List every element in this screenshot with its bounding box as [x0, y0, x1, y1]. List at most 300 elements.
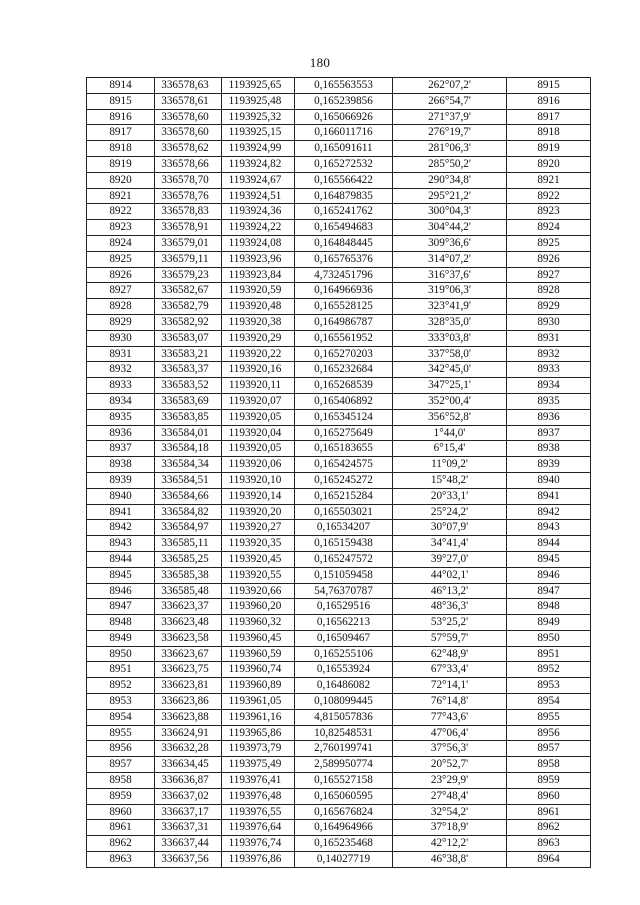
- cell-y-coordinate: 1193920,22: [222, 346, 295, 362]
- cell-direction-angle: 285°50,2': [393, 156, 507, 172]
- cell-distance: 10,82548531: [295, 725, 393, 741]
- cell-distance: 0,165159438: [295, 536, 393, 552]
- cell-x-coordinate: 336578,62: [155, 141, 222, 157]
- cell-point-to: 8927: [507, 267, 591, 283]
- cell-point-to: 8957: [507, 741, 591, 757]
- cell-point-to: 8958: [507, 757, 591, 773]
- cell-y-coordinate: 1193976,41: [222, 773, 295, 789]
- cell-distance: 54,76370787: [295, 583, 393, 599]
- cell-x-coordinate: 336583,37: [155, 362, 222, 378]
- cell-x-coordinate: 336584,01: [155, 425, 222, 441]
- cell-point-to: 8937: [507, 425, 591, 441]
- cell-distance: 0,165215284: [295, 488, 393, 504]
- cell-direction-angle: 77°43,6': [393, 709, 507, 725]
- cell-distance: 0,165247572: [295, 551, 393, 567]
- cell-distance: 0,165676824: [295, 804, 393, 820]
- cell-distance: 0,165503021: [295, 504, 393, 520]
- cell-y-coordinate: 1193925,65: [222, 78, 295, 94]
- cell-distance: 0,165245272: [295, 472, 393, 488]
- cell-point-to: 8945: [507, 551, 591, 567]
- table-row: [87, 362, 591, 378]
- cell-x-coordinate: 336585,25: [155, 551, 222, 567]
- cell-point-from: 8918: [87, 141, 155, 157]
- cell-x-coordinate: 336585,48: [155, 583, 222, 599]
- cell-point-to: 8955: [507, 709, 591, 725]
- cell-direction-angle: 314°07,2': [393, 251, 507, 267]
- cell-distance: 0,16509467: [295, 630, 393, 646]
- cell-point-from: 8942: [87, 520, 155, 536]
- cell-point-from: 8915: [87, 93, 155, 109]
- cell-y-coordinate: 1193925,32: [222, 109, 295, 125]
- cell-direction-angle: 23°29,9': [393, 773, 507, 789]
- cell-y-coordinate: 1193976,86: [222, 852, 295, 868]
- cell-y-coordinate: 1193976,55: [222, 804, 295, 820]
- cell-point-from: 8961: [87, 820, 155, 836]
- cell-point-from: 8924: [87, 235, 155, 251]
- cell-y-coordinate: 1193920,16: [222, 362, 295, 378]
- cell-point-from: 8929: [87, 314, 155, 330]
- cell-point-from: 8959: [87, 788, 155, 804]
- cell-distance: 0,165424575: [295, 457, 393, 473]
- cell-direction-angle: 271°37,9': [393, 109, 507, 125]
- cell-y-coordinate: 1193920,27: [222, 520, 295, 536]
- table-row: [87, 662, 591, 678]
- cell-point-to: 8930: [507, 314, 591, 330]
- cell-point-to: 8940: [507, 472, 591, 488]
- cell-distance: 0,165566422: [295, 172, 393, 188]
- table-row: [87, 409, 591, 425]
- cell-direction-angle: 281°06,3': [393, 141, 507, 157]
- cell-point-to: 8925: [507, 235, 591, 251]
- cell-point-to: 8923: [507, 204, 591, 220]
- cell-direction-angle: 30°07,9': [393, 520, 507, 536]
- cell-point-to: 8953: [507, 678, 591, 694]
- cell-point-from: 8956: [87, 741, 155, 757]
- cell-point-to: 8946: [507, 567, 591, 583]
- page-number: 180: [309, 55, 331, 70]
- cell-point-to: 8932: [507, 346, 591, 362]
- cell-y-coordinate: 1193923,84: [222, 267, 295, 283]
- cell-distance: 2,589950774: [295, 757, 393, 773]
- cell-x-coordinate: 336623,48: [155, 615, 222, 631]
- cell-point-to: 8920: [507, 156, 591, 172]
- cell-x-coordinate: 336579,01: [155, 235, 222, 251]
- cell-y-coordinate: 1193976,74: [222, 836, 295, 852]
- cell-point-to: 8915: [507, 78, 591, 94]
- cell-distance: 0,165270203: [295, 346, 393, 362]
- cell-x-coordinate: 336637,17: [155, 804, 222, 820]
- table-row: [87, 267, 591, 283]
- cell-distance: 0,164848445: [295, 235, 393, 251]
- cell-point-from: 8947: [87, 599, 155, 615]
- cell-x-coordinate: 336584,66: [155, 488, 222, 504]
- table-row: [87, 646, 591, 662]
- cell-y-coordinate: 1193920,04: [222, 425, 295, 441]
- cell-distance: 0,165494683: [295, 220, 393, 236]
- cell-y-coordinate: 1193973,79: [222, 741, 295, 757]
- cell-distance: 0,165241762: [295, 204, 393, 220]
- table-row: [87, 725, 591, 741]
- cell-distance: 0,165239856: [295, 93, 393, 109]
- cell-distance: 0,165561952: [295, 330, 393, 346]
- cell-direction-angle: 37°56,3': [393, 741, 507, 757]
- cell-point-to: 8963: [507, 836, 591, 852]
- cell-point-from: 8937: [87, 441, 155, 457]
- cell-distance: 0,16562213: [295, 615, 393, 631]
- cell-point-from: 8932: [87, 362, 155, 378]
- cell-y-coordinate: 1193960,45: [222, 630, 295, 646]
- cell-point-from: 8953: [87, 694, 155, 710]
- cell-point-to: 8926: [507, 251, 591, 267]
- table-row: [87, 615, 591, 631]
- cell-y-coordinate: 1193920,66: [222, 583, 295, 599]
- cell-direction-angle: 44°02,1': [393, 567, 507, 583]
- cell-point-from: 8945: [87, 567, 155, 583]
- table-row: [87, 109, 591, 125]
- cell-point-to: 8931: [507, 330, 591, 346]
- cell-distance: 0,165345124: [295, 409, 393, 425]
- cell-y-coordinate: 1193925,15: [222, 125, 295, 141]
- cell-x-coordinate: 336578,60: [155, 125, 222, 141]
- cell-direction-angle: 11°09,2': [393, 457, 507, 473]
- cell-y-coordinate: 1193961,16: [222, 709, 295, 725]
- cell-point-to: 8960: [507, 788, 591, 804]
- table-row: [87, 757, 591, 773]
- cell-x-coordinate: 336623,81: [155, 678, 222, 694]
- cell-y-coordinate: 1193924,99: [222, 141, 295, 157]
- cell-point-from: 8928: [87, 299, 155, 315]
- cell-distance: 0,16529516: [295, 599, 393, 615]
- cell-distance: 0,165060595: [295, 788, 393, 804]
- cell-direction-angle: 67°33,4': [393, 662, 507, 678]
- cell-distance: 0,165528125: [295, 299, 393, 315]
- cell-y-coordinate: 1193924,82: [222, 156, 295, 172]
- cell-direction-angle: 72°14,1': [393, 678, 507, 694]
- table-row: [87, 520, 591, 536]
- cell-direction-angle: 15°48,2': [393, 472, 507, 488]
- cell-x-coordinate: 336623,58: [155, 630, 222, 646]
- cell-direction-angle: 25°24,2': [393, 504, 507, 520]
- cell-point-from: 8927: [87, 283, 155, 299]
- table-row: [87, 599, 591, 615]
- cell-direction-angle: 276°19,7': [393, 125, 507, 141]
- table-row: [87, 583, 591, 599]
- cell-direction-angle: 37°18,9': [393, 820, 507, 836]
- table-row: [87, 820, 591, 836]
- cell-y-coordinate: 1193925,48: [222, 93, 295, 109]
- cell-point-to: 8951: [507, 646, 591, 662]
- cell-direction-angle: 57°59,7': [393, 630, 507, 646]
- cell-x-coordinate: 336584,82: [155, 504, 222, 520]
- cell-point-from: 8952: [87, 678, 155, 694]
- cell-point-to: 8916: [507, 93, 591, 109]
- cell-point-to: 8954: [507, 694, 591, 710]
- cell-distance: 0,165183655: [295, 441, 393, 457]
- cell-y-coordinate: 1193961,05: [222, 694, 295, 710]
- cell-y-coordinate: 1193960,59: [222, 646, 295, 662]
- cell-y-coordinate: 1193920,20: [222, 504, 295, 520]
- table-row: [87, 93, 591, 109]
- cell-point-to: 8917: [507, 109, 591, 125]
- cell-distance: 0,165272532: [295, 156, 393, 172]
- table-row: [87, 188, 591, 204]
- cell-distance: 4,732451796: [295, 267, 393, 283]
- table-row: [87, 694, 591, 710]
- cell-x-coordinate: 336578,61: [155, 93, 222, 109]
- cell-distance: 0,165091611: [295, 141, 393, 157]
- cell-y-coordinate: 1193960,20: [222, 599, 295, 615]
- cell-point-to: 8919: [507, 141, 591, 157]
- cell-point-to: 8922: [507, 188, 591, 204]
- cell-point-to: 8952: [507, 662, 591, 678]
- cell-y-coordinate: 1193960,74: [222, 662, 295, 678]
- cell-x-coordinate: 336585,11: [155, 536, 222, 552]
- cell-point-to: 8947: [507, 583, 591, 599]
- cell-y-coordinate: 1193920,06: [222, 457, 295, 473]
- cell-distance: 0,165255106: [295, 646, 393, 662]
- table-row: [87, 504, 591, 520]
- table-row: [87, 220, 591, 236]
- table-row: [87, 836, 591, 852]
- table-row: [87, 78, 591, 94]
- cell-y-coordinate: 1193920,05: [222, 409, 295, 425]
- cell-point-from: 8948: [87, 615, 155, 631]
- cell-y-coordinate: 1193920,48: [222, 299, 295, 315]
- cell-y-coordinate: 1193924,36: [222, 204, 295, 220]
- cell-x-coordinate: 336579,23: [155, 267, 222, 283]
- cell-distance: 4,815057836: [295, 709, 393, 725]
- cell-direction-angle: 300°04,3': [393, 204, 507, 220]
- cell-x-coordinate: 336583,85: [155, 409, 222, 425]
- cell-point-from: 8954: [87, 709, 155, 725]
- cell-point-from: 8962: [87, 836, 155, 852]
- cell-point-from: 8957: [87, 757, 155, 773]
- cell-direction-angle: 47°06,4': [393, 725, 507, 741]
- table-row: [87, 804, 591, 820]
- cell-distance: 0,164964966: [295, 820, 393, 836]
- cell-x-coordinate: 336582,79: [155, 299, 222, 315]
- cell-y-coordinate: 1193920,14: [222, 488, 295, 504]
- cell-point-from: 8917: [87, 125, 155, 141]
- cell-direction-angle: 342°45,0': [393, 362, 507, 378]
- cell-point-from: 8946: [87, 583, 155, 599]
- table-row: [87, 630, 591, 646]
- cell-y-coordinate: 1193924,51: [222, 188, 295, 204]
- cell-direction-angle: 290°34,8': [393, 172, 507, 188]
- cell-x-coordinate: 336583,21: [155, 346, 222, 362]
- table-row: [87, 314, 591, 330]
- cell-x-coordinate: 336634,45: [155, 757, 222, 773]
- cell-direction-angle: 352°00,4': [393, 393, 507, 409]
- cell-point-to: 8921: [507, 172, 591, 188]
- cell-x-coordinate: 336623,88: [155, 709, 222, 725]
- cell-direction-angle: 6°15,4': [393, 441, 507, 457]
- cell-point-from: 8921: [87, 188, 155, 204]
- cell-y-coordinate: 1193923,96: [222, 251, 295, 267]
- cell-point-to: 8956: [507, 725, 591, 741]
- cell-direction-angle: 323°41,9': [393, 299, 507, 315]
- cell-distance: 2,760199741: [295, 741, 393, 757]
- cell-x-coordinate: 336579,11: [155, 251, 222, 267]
- cell-distance: 0,166011716: [295, 125, 393, 141]
- cell-x-coordinate: 336632,28: [155, 741, 222, 757]
- cell-point-from: 8944: [87, 551, 155, 567]
- cell-point-from: 8925: [87, 251, 155, 267]
- cell-x-coordinate: 336578,76: [155, 188, 222, 204]
- table-row: [87, 393, 591, 409]
- cell-point-from: 8916: [87, 109, 155, 125]
- cell-point-from: 8960: [87, 804, 155, 820]
- table-row: [87, 235, 591, 251]
- cell-point-from: 8936: [87, 425, 155, 441]
- table-row: [87, 251, 591, 267]
- cell-y-coordinate: 1193924,08: [222, 235, 295, 251]
- cell-x-coordinate: 336578,70: [155, 172, 222, 188]
- cell-x-coordinate: 336623,37: [155, 599, 222, 615]
- cell-distance: 0,165527158: [295, 773, 393, 789]
- cell-distance: 0,151059458: [295, 567, 393, 583]
- cell-distance: 0,16486082: [295, 678, 393, 694]
- cell-x-coordinate: 336584,97: [155, 520, 222, 536]
- cell-distance: 0,165563553: [295, 78, 393, 94]
- cell-distance: 0,165406892: [295, 393, 393, 409]
- cell-point-from: 8943: [87, 536, 155, 552]
- table-row: [87, 125, 591, 141]
- cell-direction-angle: 309°36,6': [393, 235, 507, 251]
- cell-y-coordinate: 1193924,22: [222, 220, 295, 236]
- cell-direction-angle: 295°21,2': [393, 188, 507, 204]
- cell-x-coordinate: 336578,91: [155, 220, 222, 236]
- cell-point-to: 8933: [507, 362, 591, 378]
- cell-x-coordinate: 336585,38: [155, 567, 222, 583]
- cell-direction-angle: 337°58,0': [393, 346, 507, 362]
- cell-point-from: 8963: [87, 852, 155, 868]
- cell-point-from: 8933: [87, 378, 155, 394]
- cell-x-coordinate: 336637,56: [155, 852, 222, 868]
- cell-direction-angle: 76°14,8': [393, 694, 507, 710]
- table-row: [87, 156, 591, 172]
- cell-point-to: 8949: [507, 615, 591, 631]
- cell-point-from: 8949: [87, 630, 155, 646]
- cell-direction-angle: 328°35,0': [393, 314, 507, 330]
- cell-direction-angle: 53°25,2': [393, 615, 507, 631]
- table-row: [87, 551, 591, 567]
- cell-x-coordinate: 336584,18: [155, 441, 222, 457]
- table-row: [87, 852, 591, 868]
- cell-direction-angle: 27°48,4': [393, 788, 507, 804]
- cell-direction-angle: 20°33,1': [393, 488, 507, 504]
- cell-point-from: 8920: [87, 172, 155, 188]
- cell-x-coordinate: 336578,83: [155, 204, 222, 220]
- table-row: [87, 678, 591, 694]
- cell-direction-angle: 20°52,7': [393, 757, 507, 773]
- cell-point-from: 8930: [87, 330, 155, 346]
- cell-point-to: 8944: [507, 536, 591, 552]
- cell-y-coordinate: 1193920,07: [222, 393, 295, 409]
- cell-point-to: 8939: [507, 457, 591, 473]
- table-row: [87, 330, 591, 346]
- table-row: [87, 536, 591, 552]
- cell-distance: 0,165765376: [295, 251, 393, 267]
- cell-point-to: 8935: [507, 393, 591, 409]
- cell-direction-angle: 356°52,8': [393, 409, 507, 425]
- table-row: [87, 472, 591, 488]
- cell-point-to: 8962: [507, 820, 591, 836]
- cell-x-coordinate: 336623,67: [155, 646, 222, 662]
- cell-point-to: 8942: [507, 504, 591, 520]
- cell-x-coordinate: 336623,86: [155, 694, 222, 710]
- cell-y-coordinate: 1193960,89: [222, 678, 295, 694]
- table-row: [87, 378, 591, 394]
- cell-point-from: 8955: [87, 725, 155, 741]
- cell-point-from: 8950: [87, 646, 155, 662]
- cell-point-from: 8951: [87, 662, 155, 678]
- cell-distance: 0,164966936: [295, 283, 393, 299]
- cell-direction-angle: 39°27,0': [393, 551, 507, 567]
- coordinates-table: [86, 77, 591, 868]
- cell-x-coordinate: 336582,92: [155, 314, 222, 330]
- cell-direction-angle: 319°06,3': [393, 283, 507, 299]
- cell-distance: 0,108099445: [295, 694, 393, 710]
- table-row: [87, 788, 591, 804]
- table-row: [87, 141, 591, 157]
- cell-x-coordinate: 336578,66: [155, 156, 222, 172]
- table-row: [87, 488, 591, 504]
- cell-direction-angle: 262°07,2': [393, 78, 507, 94]
- cell-point-to: 8936: [507, 409, 591, 425]
- table-row: [87, 457, 591, 473]
- cell-point-to: 8943: [507, 520, 591, 536]
- cell-y-coordinate: 1193920,10: [222, 472, 295, 488]
- cell-y-coordinate: 1193976,48: [222, 788, 295, 804]
- cell-y-coordinate: 1193920,35: [222, 536, 295, 552]
- cell-point-from: 8940: [87, 488, 155, 504]
- cell-x-coordinate: 336637,31: [155, 820, 222, 836]
- cell-x-coordinate: 336637,02: [155, 788, 222, 804]
- cell-distance: 0,165275649: [295, 425, 393, 441]
- table-row: [87, 567, 591, 583]
- cell-x-coordinate: 336637,44: [155, 836, 222, 852]
- cell-point-from: 8935: [87, 409, 155, 425]
- cell-point-to: 8928: [507, 283, 591, 299]
- cell-direction-angle: 304°44,2': [393, 220, 507, 236]
- cell-distance: 0,16534207: [295, 520, 393, 536]
- cell-y-coordinate: 1193924,67: [222, 172, 295, 188]
- cell-point-to: 8950: [507, 630, 591, 646]
- cell-x-coordinate: 336578,63: [155, 78, 222, 94]
- cell-x-coordinate: 336584,34: [155, 457, 222, 473]
- cell-point-from: 8923: [87, 220, 155, 236]
- cell-distance: 0,165268539: [295, 378, 393, 394]
- cell-point-from: 8931: [87, 346, 155, 362]
- cell-point-to: 8964: [507, 852, 591, 868]
- table-row: [87, 346, 591, 362]
- cell-y-coordinate: 1193920,55: [222, 567, 295, 583]
- cell-point-from: 8926: [87, 267, 155, 283]
- table-row: [87, 299, 591, 315]
- cell-direction-angle: 62°48,9': [393, 646, 507, 662]
- cell-x-coordinate: 336636,87: [155, 773, 222, 789]
- cell-y-coordinate: 1193920,45: [222, 551, 295, 567]
- cell-distance: 0,164879835: [295, 188, 393, 204]
- cell-distance: 0,165232684: [295, 362, 393, 378]
- cell-y-coordinate: 1193920,59: [222, 283, 295, 299]
- cell-y-coordinate: 1193920,29: [222, 330, 295, 346]
- table-row: [87, 283, 591, 299]
- cell-point-from: 8938: [87, 457, 155, 473]
- cell-direction-angle: 347°25,1': [393, 378, 507, 394]
- cell-x-coordinate: 336582,67: [155, 283, 222, 299]
